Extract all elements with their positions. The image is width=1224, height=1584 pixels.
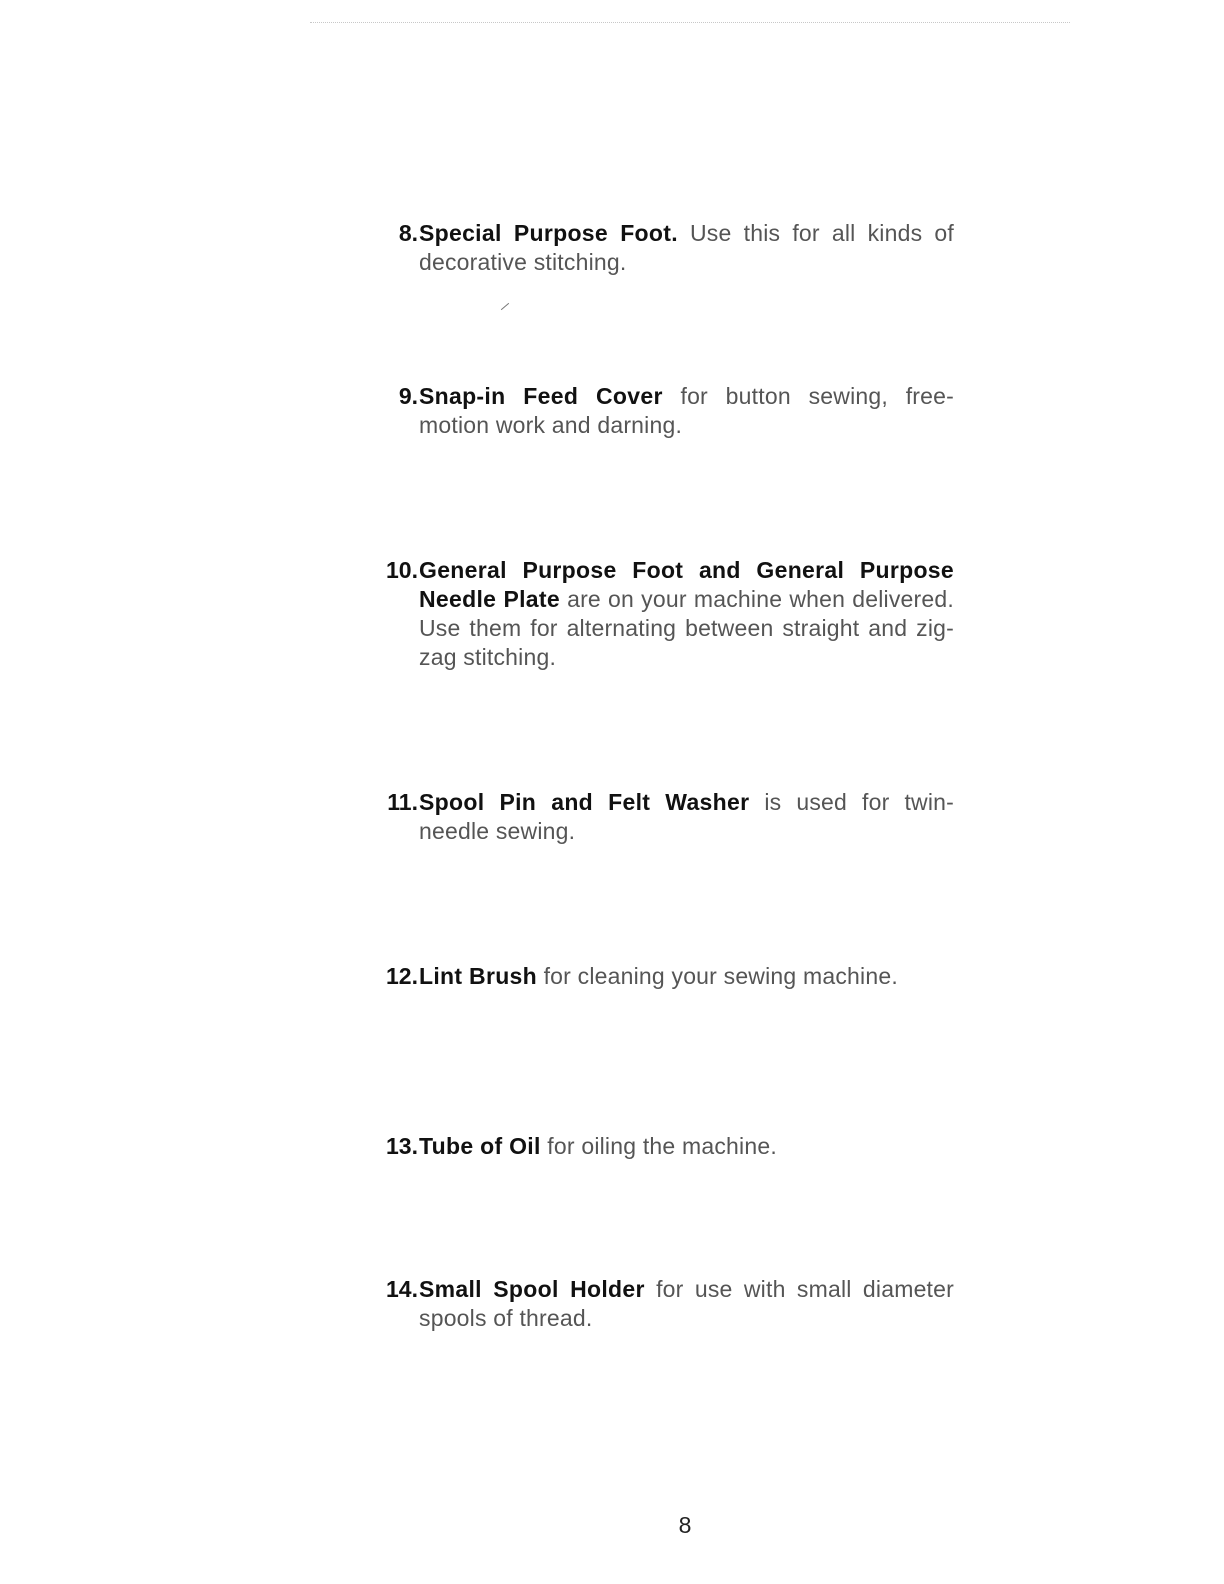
item-term: Special Purpose Foot. bbox=[419, 220, 678, 246]
item-number: 12. bbox=[386, 963, 418, 989]
item-term: General Purpose Foot and General Purpose Needle Plate bbox=[419, 557, 954, 612]
list-item-lint-brush bbox=[372, 962, 954, 991]
list-item-special-purpose-foot bbox=[372, 219, 954, 277]
item-number: 9. bbox=[398, 383, 418, 409]
item-term: Lint Brush bbox=[419, 963, 537, 989]
list-item-general-purpose-foot bbox=[372, 556, 954, 672]
item-number: 8. bbox=[398, 220, 418, 246]
item-description bbox=[419, 788, 954, 846]
item-text: Use this for all kinds of decorative stitching. bbox=[419, 220, 954, 275]
item-text: is used for twin-needle sewing. bbox=[419, 789, 954, 844]
item-text: for oiling the machine. bbox=[540, 1133, 777, 1159]
item-number: 13. bbox=[386, 1133, 418, 1159]
item-description bbox=[419, 1132, 954, 1161]
item-term: Small Spool Holder bbox=[419, 1276, 645, 1302]
scan-top-edge bbox=[310, 22, 1070, 23]
page-number: 8 bbox=[678, 1512, 692, 1538]
item-description bbox=[419, 219, 954, 277]
list-item-snap-in-feed-cover bbox=[372, 382, 954, 440]
list-item-spool-pin-felt-washer bbox=[372, 788, 954, 846]
item-term: Snap-in Feed Cover bbox=[419, 383, 663, 409]
item-text: for use with small diameter spools of thread. bbox=[419, 1276, 954, 1331]
item-description bbox=[419, 382, 954, 440]
item-term: Spool Pin and Felt Washer bbox=[419, 789, 750, 815]
list-item-tube-of-oil bbox=[372, 1132, 954, 1161]
item-description bbox=[419, 556, 954, 672]
item-description bbox=[419, 962, 954, 991]
item-number: 14. bbox=[386, 1276, 418, 1302]
item-term: Tube of Oil bbox=[419, 1133, 541, 1159]
item-number: 11. bbox=[387, 789, 418, 815]
item-description bbox=[419, 1275, 954, 1333]
item-number: 10. bbox=[386, 557, 418, 583]
list-item-small-spool-holder bbox=[372, 1275, 954, 1333]
item-text: for button sewing, free-motion work and darning. bbox=[419, 383, 954, 438]
item-text: are on your machine when delivered. Use them for alternating between straight and zig-zag stitching. bbox=[419, 586, 954, 670]
scan-speck bbox=[501, 303, 509, 310]
item-text: for cleaning your sewing machine. bbox=[537, 963, 898, 989]
